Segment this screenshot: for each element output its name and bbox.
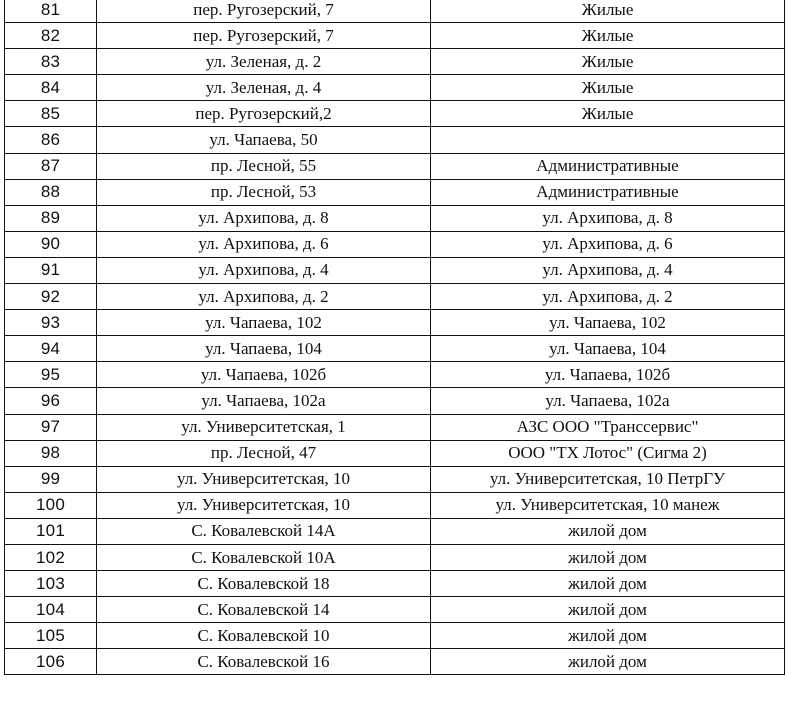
type-cell: ул. Архипова, д. 6 bbox=[431, 231, 785, 257]
address-cell: ул. Чапаева, 102а bbox=[97, 388, 431, 414]
table-row bbox=[5, 336, 785, 362]
table-row bbox=[5, 466, 785, 492]
type-cell: Жилые bbox=[431, 23, 785, 49]
row-number-cell: 84 bbox=[5, 75, 97, 101]
row-number-cell: 85 bbox=[5, 101, 97, 127]
type-cell: ул. Чапаева, 102а bbox=[431, 388, 785, 414]
type-cell: Жилые bbox=[431, 0, 785, 23]
table-row bbox=[5, 101, 785, 127]
row-number-cell: 96 bbox=[5, 388, 97, 414]
table-row bbox=[5, 649, 785, 675]
type-cell: Административные bbox=[431, 153, 785, 179]
address-cell: ул. Чапаева, 50 bbox=[97, 127, 431, 153]
row-number-cell: 89 bbox=[5, 205, 97, 231]
table-row bbox=[5, 205, 785, 231]
type-cell: ул. Чапаева, 104 bbox=[431, 336, 785, 362]
addresses-table bbox=[4, 0, 785, 675]
table-row bbox=[5, 571, 785, 597]
address-cell: ул. Архипова, д. 8 bbox=[97, 205, 431, 231]
address-cell: ул. Архипова, д. 4 bbox=[97, 257, 431, 283]
address-cell: пр. Лесной, 53 bbox=[97, 179, 431, 205]
row-number-cell: 93 bbox=[5, 310, 97, 336]
row-number-cell: 95 bbox=[5, 362, 97, 388]
table-row bbox=[5, 127, 785, 153]
row-number-cell: 100 bbox=[5, 492, 97, 518]
row-number-cell: 101 bbox=[5, 518, 97, 544]
row-number-cell: 103 bbox=[5, 571, 97, 597]
table-row bbox=[5, 0, 785, 23]
addresses-table-body bbox=[5, 0, 785, 675]
row-number-cell: 88 bbox=[5, 179, 97, 205]
document-sheet bbox=[4, 0, 784, 675]
table-row bbox=[5, 23, 785, 49]
table-row bbox=[5, 414, 785, 440]
table-row bbox=[5, 362, 785, 388]
row-number-cell: 83 bbox=[5, 49, 97, 75]
address-cell: ул. Зеленая, д. 2 bbox=[97, 49, 431, 75]
address-cell: С. Ковалевской 18 bbox=[97, 571, 431, 597]
table-row bbox=[5, 518, 785, 544]
row-number-cell: 92 bbox=[5, 284, 97, 310]
table-row bbox=[5, 310, 785, 336]
type-cell: ул. Чапаева, 102б bbox=[431, 362, 785, 388]
address-cell: С. Ковалевской 14 bbox=[97, 597, 431, 623]
type-cell: ул. Архипова, д. 8 bbox=[431, 205, 785, 231]
type-cell: жилой дом bbox=[431, 518, 785, 544]
row-number-cell: 82 bbox=[5, 23, 97, 49]
address-cell: пр. Лесной, 55 bbox=[97, 153, 431, 179]
row-number-cell: 87 bbox=[5, 153, 97, 179]
type-cell: жилой дом bbox=[431, 623, 785, 649]
table-row bbox=[5, 440, 785, 466]
row-number-cell: 106 bbox=[5, 649, 97, 675]
address-cell: пер. Ругозерский, 7 bbox=[97, 0, 431, 23]
address-cell: С. Ковалевской 14А bbox=[97, 518, 431, 544]
row-number-cell: 105 bbox=[5, 623, 97, 649]
address-cell: ул. Архипова, д. 6 bbox=[97, 231, 431, 257]
row-number-cell: 98 bbox=[5, 440, 97, 466]
address-cell: С. Ковалевской 16 bbox=[97, 649, 431, 675]
type-cell: жилой дом bbox=[431, 649, 785, 675]
table-row bbox=[5, 231, 785, 257]
address-cell: ул. Архипова, д. 2 bbox=[97, 284, 431, 310]
type-cell: ул. Университетская, 10 манеж bbox=[431, 492, 785, 518]
row-number-cell: 104 bbox=[5, 597, 97, 623]
type-cell: ООО "ТХ Лотос" (Сигма 2) bbox=[431, 440, 785, 466]
row-number-cell: 97 bbox=[5, 414, 97, 440]
address-cell: С. Ковалевской 10 bbox=[97, 623, 431, 649]
table-row bbox=[5, 75, 785, 101]
table-row bbox=[5, 544, 785, 570]
address-cell: ул. Зеленая, д. 4 bbox=[97, 75, 431, 101]
address-cell: ул. Чапаева, 102б bbox=[97, 362, 431, 388]
row-number-cell: 91 bbox=[5, 257, 97, 283]
address-cell: пер. Ругозерский,2 bbox=[97, 101, 431, 127]
type-cell: жилой дом bbox=[431, 544, 785, 570]
type-cell: жилой дом bbox=[431, 597, 785, 623]
table-row bbox=[5, 597, 785, 623]
table-row bbox=[5, 153, 785, 179]
address-cell: ул. Чапаева, 104 bbox=[97, 336, 431, 362]
row-number-cell: 102 bbox=[5, 544, 97, 570]
address-cell: С. Ковалевской 10А bbox=[97, 544, 431, 570]
type-cell: ул. Архипова, д. 4 bbox=[431, 257, 785, 283]
table-row bbox=[5, 257, 785, 283]
type-cell: Жилые bbox=[431, 49, 785, 75]
row-number-cell: 99 bbox=[5, 466, 97, 492]
type-cell: ул. Чапаева, 102 bbox=[431, 310, 785, 336]
type-cell bbox=[431, 127, 785, 153]
type-cell: АЗС ООО "Транссервис" bbox=[431, 414, 785, 440]
address-cell: ул. Университетская, 10 bbox=[97, 466, 431, 492]
address-cell: пер. Ругозерский, 7 bbox=[97, 23, 431, 49]
table-row bbox=[5, 623, 785, 649]
type-cell: Жилые bbox=[431, 101, 785, 127]
type-cell: жилой дом bbox=[431, 571, 785, 597]
table-row bbox=[5, 179, 785, 205]
table-row bbox=[5, 284, 785, 310]
type-cell: Административные bbox=[431, 179, 785, 205]
row-number-cell: 94 bbox=[5, 336, 97, 362]
table-row bbox=[5, 49, 785, 75]
table-row bbox=[5, 388, 785, 414]
address-cell: пр. Лесной, 47 bbox=[97, 440, 431, 466]
type-cell: ул. Архипова, д. 2 bbox=[431, 284, 785, 310]
row-number-cell: 90 bbox=[5, 231, 97, 257]
address-cell: ул. Университетская, 1 bbox=[97, 414, 431, 440]
type-cell: ул. Университетская, 10 ПетрГУ bbox=[431, 466, 785, 492]
row-number-cell: 86 bbox=[5, 127, 97, 153]
address-cell: ул. Чапаева, 102 bbox=[97, 310, 431, 336]
type-cell: Жилые bbox=[431, 75, 785, 101]
row-number-cell: 81 bbox=[5, 0, 97, 23]
address-cell: ул. Университетская, 10 bbox=[97, 492, 431, 518]
table-row bbox=[5, 492, 785, 518]
